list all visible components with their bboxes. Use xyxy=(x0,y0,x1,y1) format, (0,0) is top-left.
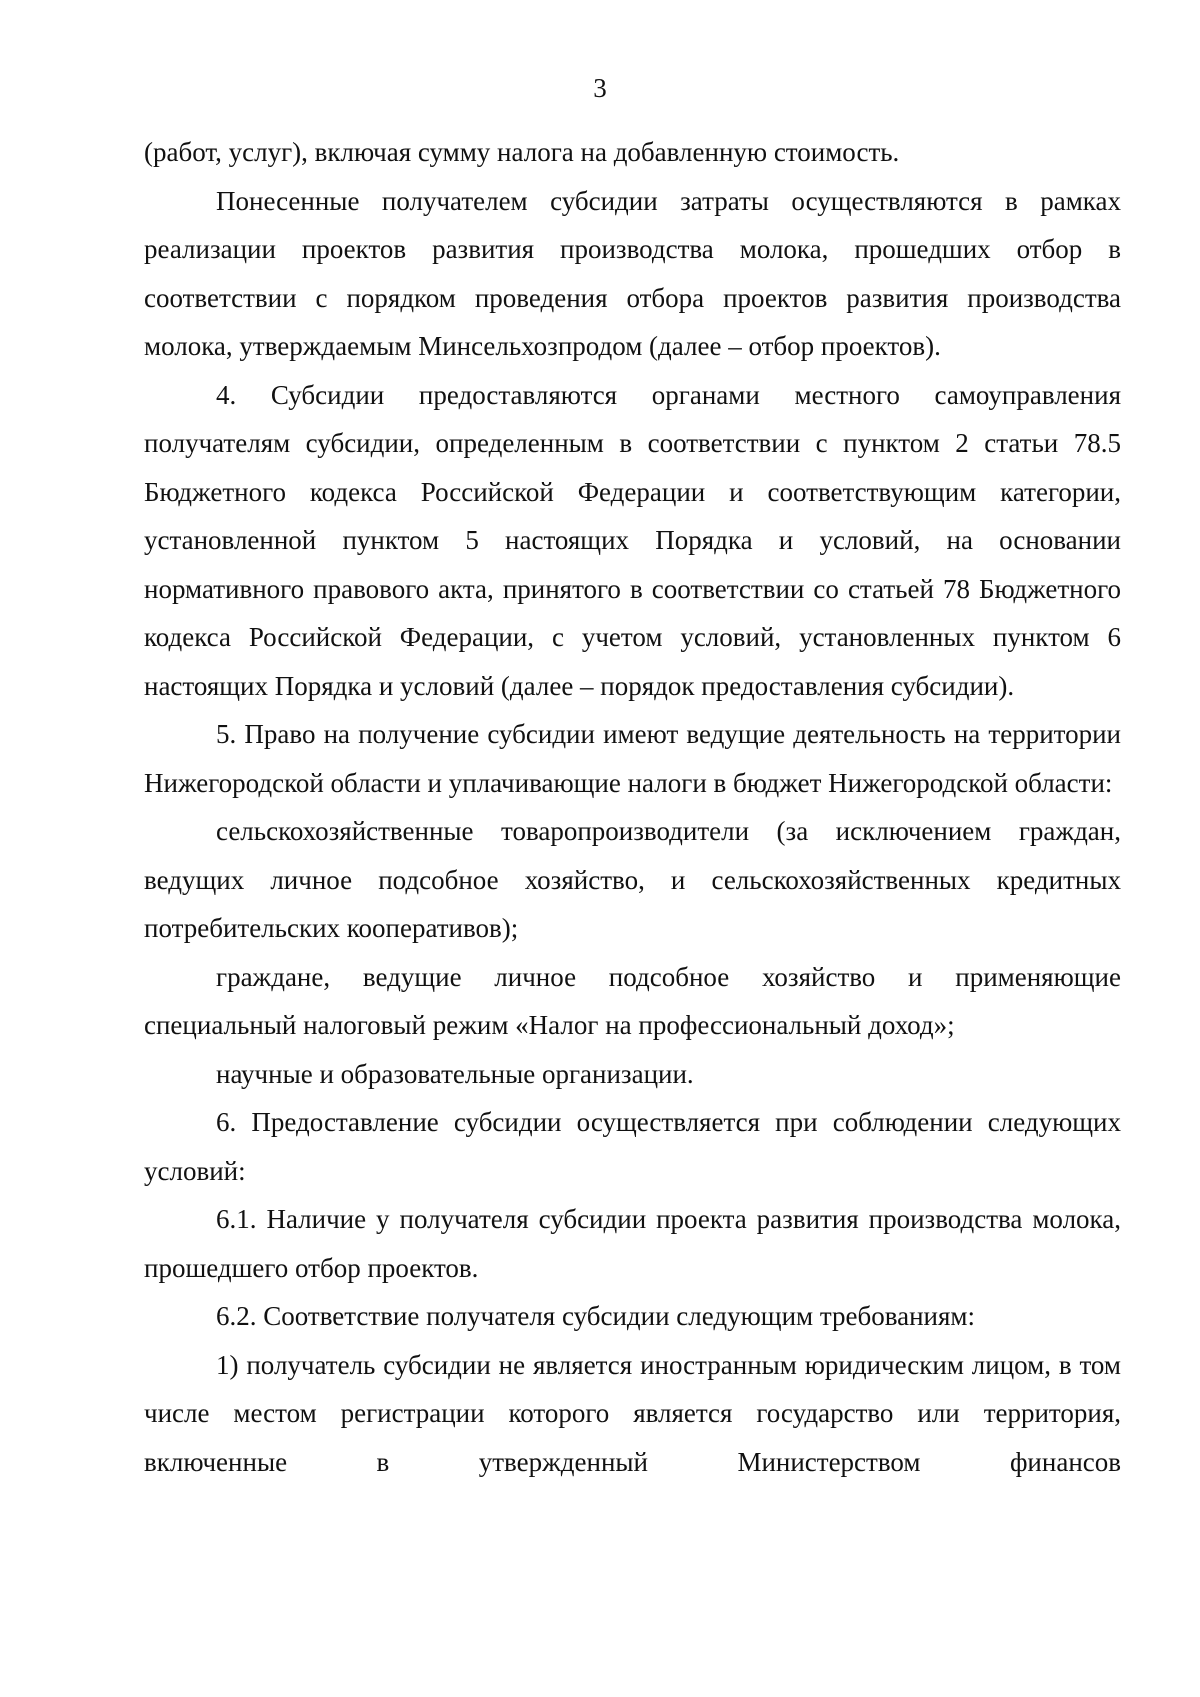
document-body xyxy=(144,128,1121,1486)
paragraph-agri-producers: сельскохозяйственные товаропроизводители (за исключением граждан, ведущих личное подсобное хозяйство, и сельскохозяйственных кредитных потребительских кооперативов); xyxy=(144,816,1121,943)
page-number: 3 xyxy=(593,73,607,103)
paragraph-item-6: 6. Предоставление субсидии осуществляется при соблюдении следующих условий: xyxy=(144,1107,1121,1186)
paragraph-item-5: 5. Право на получение субсидии имеют ведущие деятельность на территории Нижегородской области и уплачивающие налоги в бюджет Нижегородской области: xyxy=(144,719,1121,798)
paragraph-organizations: научные и образовательные организации. xyxy=(216,1058,694,1089)
paragraph-item-6-2: 6.2. Соответствие получателя субсидии следующим требованиям: xyxy=(216,1301,976,1331)
paragraph-item-4: 4. Субсидии предоставляются органами местного самоуправления получателям субсидии, определенным в соответствии с пунктом 2 статьи 78.5 Бюджетного кодекса Российской Федерации и соответствующим категории, установленной пунктом 5 настоящих Порядка и условий, на основании нормативного правового акта, принятого в соответствии со статьей 78 Бюджетного кодекса Российской Федерации, с учетом условий, установленных пунктом 6 настоящих Порядка и условий (далее – порядок предоставления субсидии). xyxy=(144,379,1121,701)
paragraph-requirement-1: 1) получатель субсидии не является иностранным юридическим лицом, в том числе местом регистрации которого является государство или территория, включенные в утвержденный Министерством финансов xyxy=(144,1349,1121,1477)
paragraph-item-6-1: 6.1. Наличие у получателя субсидии проекта развития производства молока, прошедшего отбор проектов. xyxy=(144,1204,1121,1283)
paragraph-continuation: (работ, услуг), включая сумму налога на добавленную стоимость. xyxy=(144,137,900,167)
paragraph-citizens: граждане, ведущие личное подсобное хозяйство и применяющие специальный налоговый режим «Налог на профессиональный доход»; xyxy=(144,961,1121,1040)
paragraph-costs: Понесенные получателем субсидии затраты осуществляются в рамках реализации проектов развития производства молока, прошедших отбор в соответствии с порядком проведения отбора проектов развития производства молока, утверждаемым Минсельхозпродом (далее – отбор проектов). xyxy=(144,185,1121,361)
